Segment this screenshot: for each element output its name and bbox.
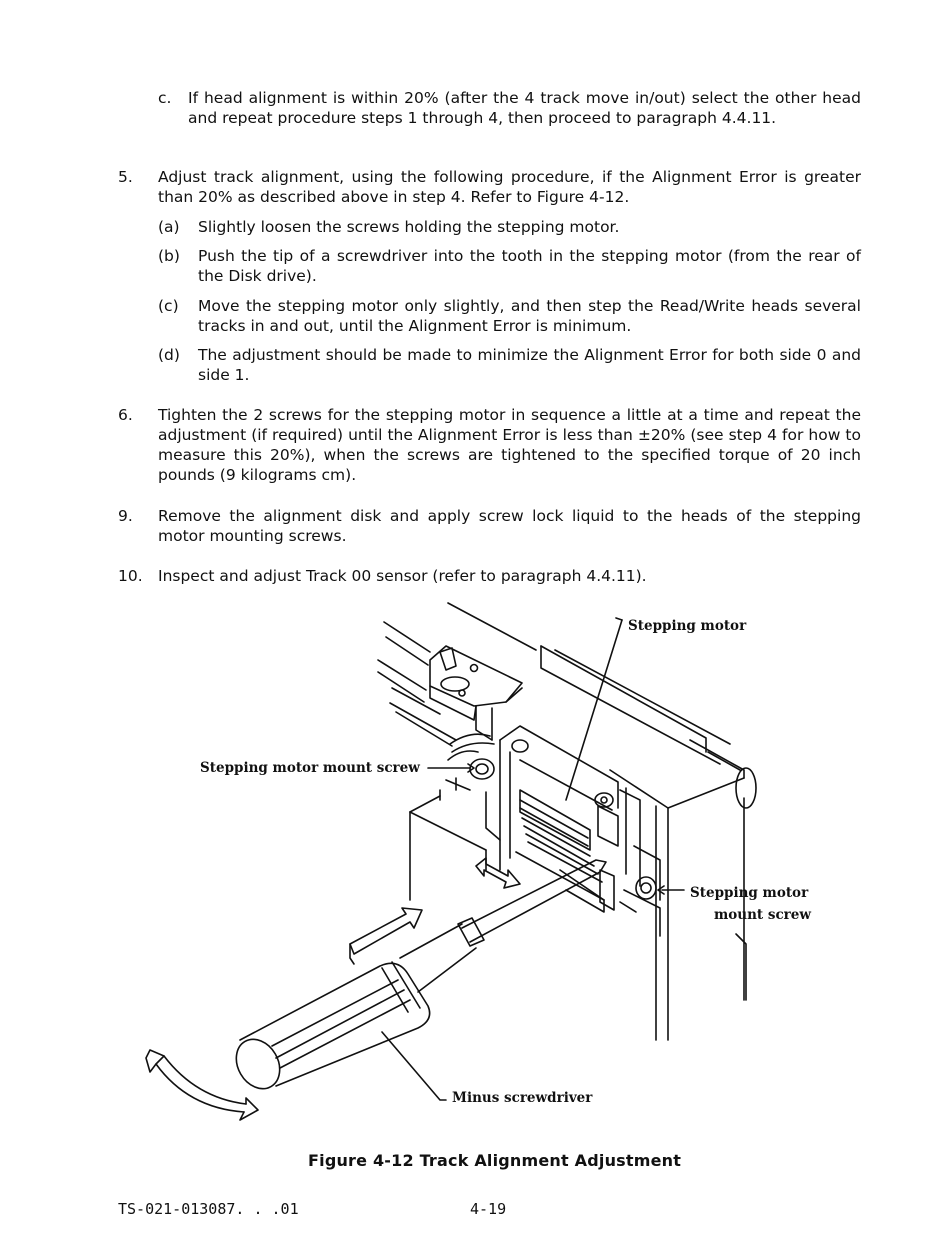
- step-5-text: Adjust track alignment, using the following procedure, if the Alignment Error is greater than 20% as described above in step 4. Refer to Figure 4-12.: [158, 168, 861, 206]
- base-plate: [410, 778, 486, 900]
- step-9-text: Remove the alignment disk and apply screw lock liquid to the heads of the stepping motor mounting screws.: [158, 507, 861, 545]
- push-arrow-icon: [350, 908, 422, 964]
- step-5b-text: Push the tip of a screwdriver into the tooth in the stepping motor (from the rear of the Disk drive).: [198, 247, 861, 285]
- step-5a-text: Slightly loosen the screws holding the stepping motor.: [198, 218, 620, 236]
- callout-screwdriver: Minus screwdriver: [452, 1090, 593, 1106]
- screwdriver-icon: [228, 860, 606, 1097]
- step-9-number: 9.: [118, 507, 133, 525]
- callout-stepping-motor: Stepping motor: [628, 618, 747, 634]
- step-6-number: 6.: [118, 406, 133, 424]
- head-carriage: [430, 646, 522, 740]
- figure-caption: Figure 4-12 Track Alignment Adjustment: [308, 1151, 682, 1170]
- step-5c-text: Move the stepping motor only slightly, and then step the Read/Write heads several tracks in and out, until the Alignment Error is minimum.: [198, 297, 861, 335]
- step-10-text: Inspect and adjust Track 00 sensor (refer to paragraph 4.4.11).: [158, 567, 647, 585]
- callout-mount-screw-left: Stepping motor mount screw: [200, 760, 420, 776]
- double-arrow-icon: [476, 858, 520, 888]
- footer-page-number: 4-19: [470, 1200, 507, 1218]
- step-5b-label: (b): [158, 247, 180, 265]
- guide-rails: [378, 603, 536, 746]
- item-c-label: c.: [158, 89, 172, 107]
- callout-mount-screw-right-line2: mount screw: [714, 907, 811, 923]
- step-5d-text: The adjustment should be made to minimize the Alignment Error for both side 0 and side 1.: [198, 346, 861, 384]
- callout-mount-screw-right-line1: Stepping motor: [690, 885, 809, 901]
- rotation-arrow-icon: [146, 1050, 258, 1120]
- step-5c-label: (c): [158, 297, 179, 315]
- item-c-text: If head alignment is within 20% (after the 4 track move in/out) select the other head and repeat procedure steps 1 through 4, then proceed to paragraph 4.4.11.: [188, 89, 861, 127]
- step-5a-label: (a): [158, 218, 180, 236]
- step-5d-label: (d): [158, 346, 180, 364]
- step-6-text: Tighten the 2 screws for the stepping motor in sequence a little at a time and repeat the adjustment (if required) until the Alignment Error is less than ±20% (see step 4 for how to measure this 20%), when the screws are tightened to the specified torque of 20 inch pounds (9 kilograms cm).: [158, 406, 861, 484]
- stepping-motor: [486, 726, 660, 936]
- step-10-number: 10.: [118, 567, 143, 585]
- step-5-number: 5.: [118, 168, 133, 186]
- footer-doc-number: TS-021-013087. . .01: [118, 1200, 299, 1218]
- leader-lines: [382, 618, 746, 1100]
- right-mount-screw-icon: [636, 877, 656, 899]
- left-mount-screw-icon: [448, 734, 494, 779]
- disk-drive-chassis: [541, 646, 756, 1040]
